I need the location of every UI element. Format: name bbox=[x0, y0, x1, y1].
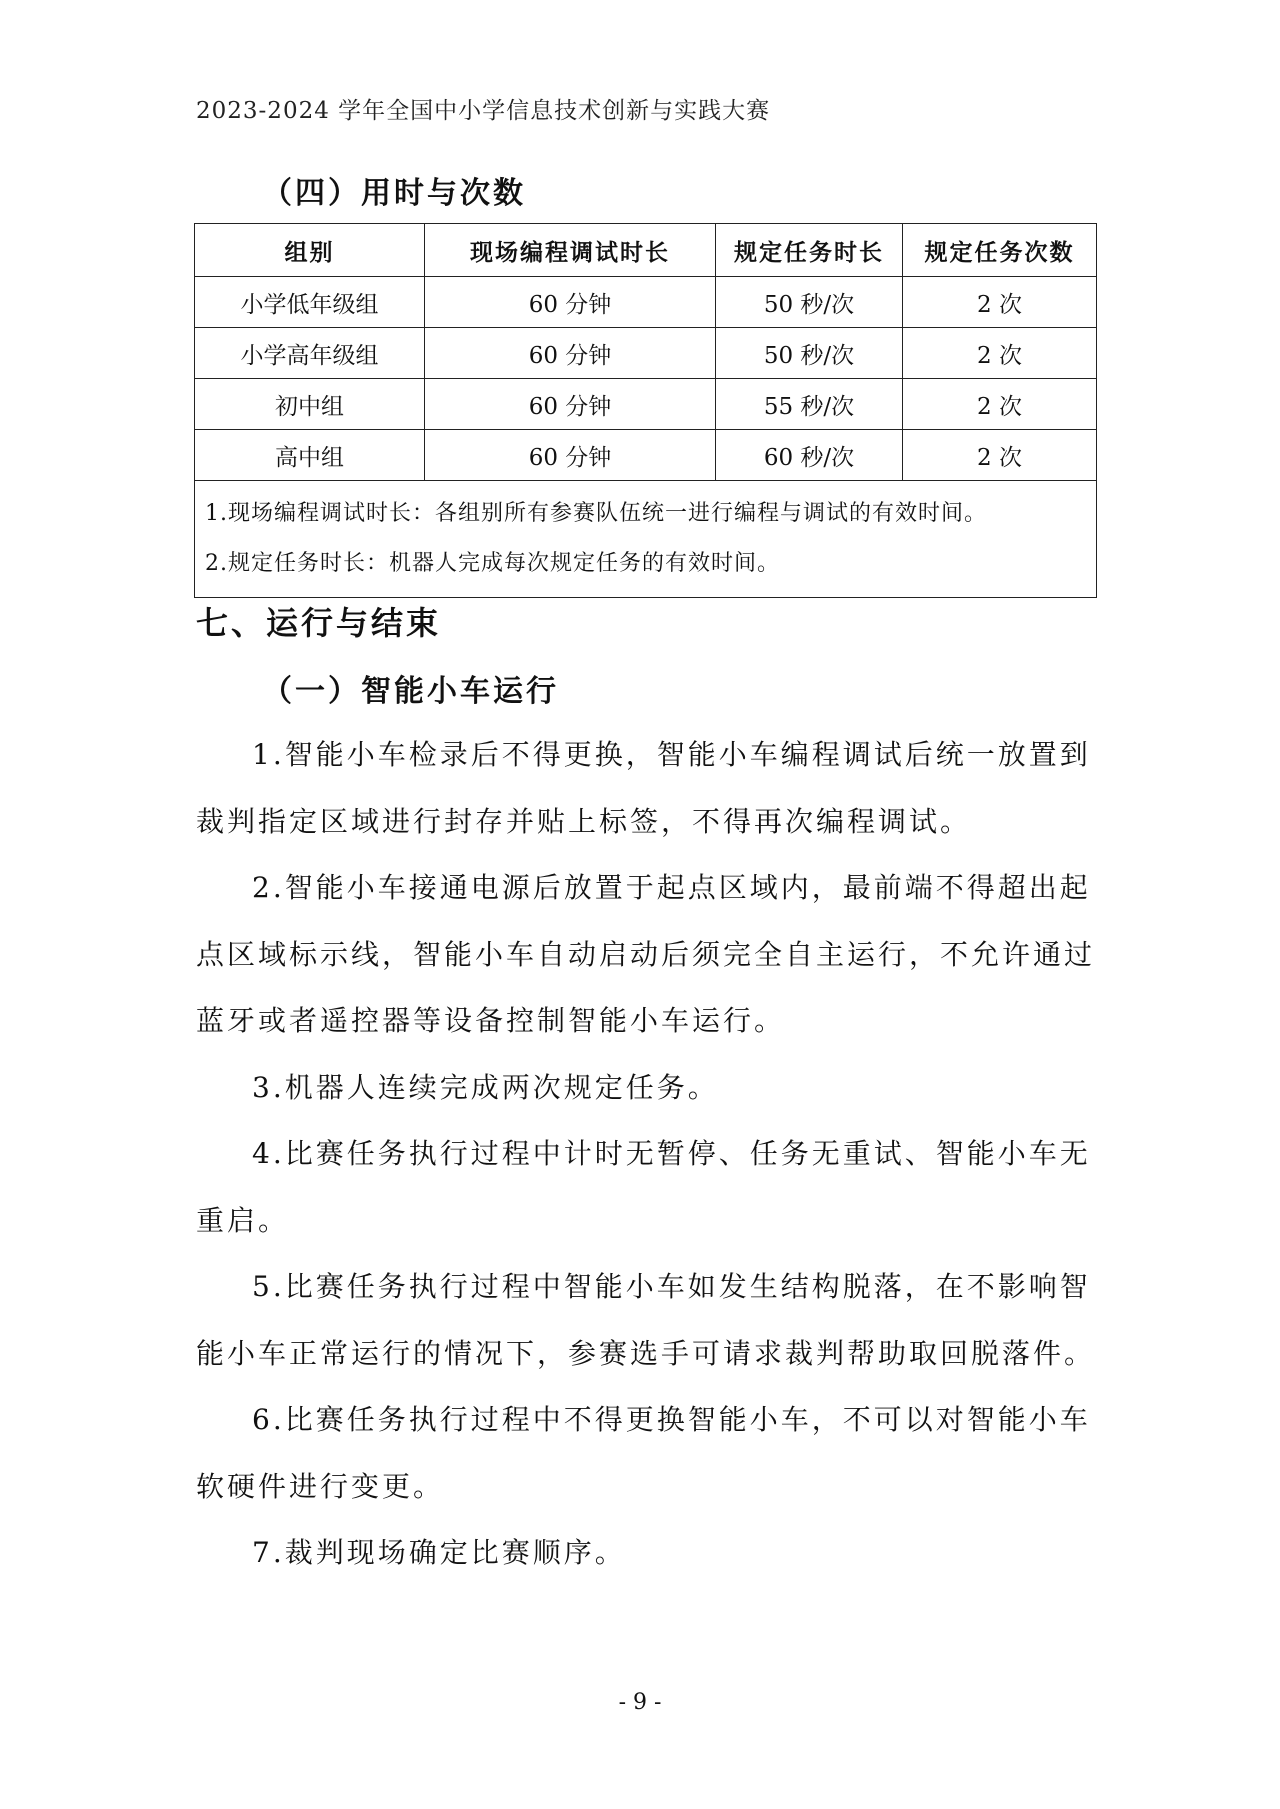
table-note: 2.规定任务时长：机器人完成每次规定任务的有效时间。 bbox=[205, 551, 780, 576]
table-cell: 2 次 bbox=[903, 379, 1097, 430]
table-cell: 55 秒/次 bbox=[716, 379, 903, 430]
table-cell: 2 次 bbox=[903, 430, 1097, 481]
column-header: 规定任务时长 bbox=[716, 224, 903, 277]
table-row bbox=[195, 277, 1097, 328]
section-title-timing: （四）用时与次数 bbox=[262, 176, 526, 211]
table-cell: 2 次 bbox=[903, 328, 1097, 379]
column-header: 组别 bbox=[195, 224, 425, 277]
table-note: 1.现场编程调试时长：各组别所有参赛队伍统一进行编程与调试的有效时间。 bbox=[205, 501, 987, 526]
table-cell: 50 秒/次 bbox=[716, 328, 903, 379]
table-notes bbox=[195, 481, 1097, 598]
page-header: 2023-2024 学年全国中小学信息技术创新与实践大赛 bbox=[196, 98, 771, 124]
column-header: 规定任务次数 bbox=[903, 224, 1097, 277]
table-cell: 60 秒/次 bbox=[716, 430, 903, 481]
paragraph: 3.机器人连续完成两次规定任务。 bbox=[252, 1071, 719, 1104]
table-row bbox=[195, 430, 1097, 481]
table-cell: 60 分钟 bbox=[425, 430, 716, 481]
table-row bbox=[195, 379, 1097, 430]
table-cell: 小学高年级组 bbox=[195, 328, 425, 379]
chapter-title: 七、运行与结束 bbox=[196, 604, 442, 642]
paragraph: 7.裁判现场确定比赛顺序。 bbox=[252, 1536, 626, 1569]
table-cell: 60 分钟 bbox=[425, 277, 716, 328]
table-cell: 初中组 bbox=[195, 379, 425, 430]
paragraph: 2.智能小车接通电源后放置于起点区域内，最前端不得超出起点区域标示线，智能小车自动启动后须完全自主运行，不允许通过蓝牙或者遥控器等设备控制智能小车运行。 bbox=[196, 871, 1096, 1037]
table-header-row bbox=[195, 224, 1097, 277]
page-number: - 9 - bbox=[618, 1690, 662, 1715]
table-cell: 小学低年级组 bbox=[195, 277, 425, 328]
table-cell: 2 次 bbox=[903, 277, 1097, 328]
paragraph: 5.比赛任务执行过程中智能小车如发生结构脱落，在不影响智能小车正常运行的情况下，参赛选手可请求裁判帮助取回脱落件。 bbox=[196, 1270, 1096, 1370]
table-cell: 60 分钟 bbox=[425, 328, 716, 379]
subsection-title: （一）智能小车运行 bbox=[262, 674, 559, 709]
table-cell: 50 秒/次 bbox=[716, 277, 903, 328]
paragraph: 4.比赛任务执行过程中计时无暂停、任务无重试、智能小车无重启。 bbox=[196, 1137, 1091, 1237]
timing-table bbox=[194, 223, 1097, 598]
paragraph: 1.智能小车检录后不得更换，智能小车编程调试后统一放置到裁判指定区域进行封存并贴上标签，不得再次编程调试。 bbox=[196, 738, 1091, 838]
paragraph: 6.比赛任务执行过程中不得更换智能小车，不可以对智能小车软硬件进行变更。 bbox=[196, 1403, 1091, 1503]
table-cell: 高中组 bbox=[195, 430, 425, 481]
table-cell: 60 分钟 bbox=[425, 379, 716, 430]
table-row bbox=[195, 328, 1097, 379]
column-header: 现场编程调试时长 bbox=[425, 224, 716, 277]
table-notes-row bbox=[195, 481, 1097, 598]
